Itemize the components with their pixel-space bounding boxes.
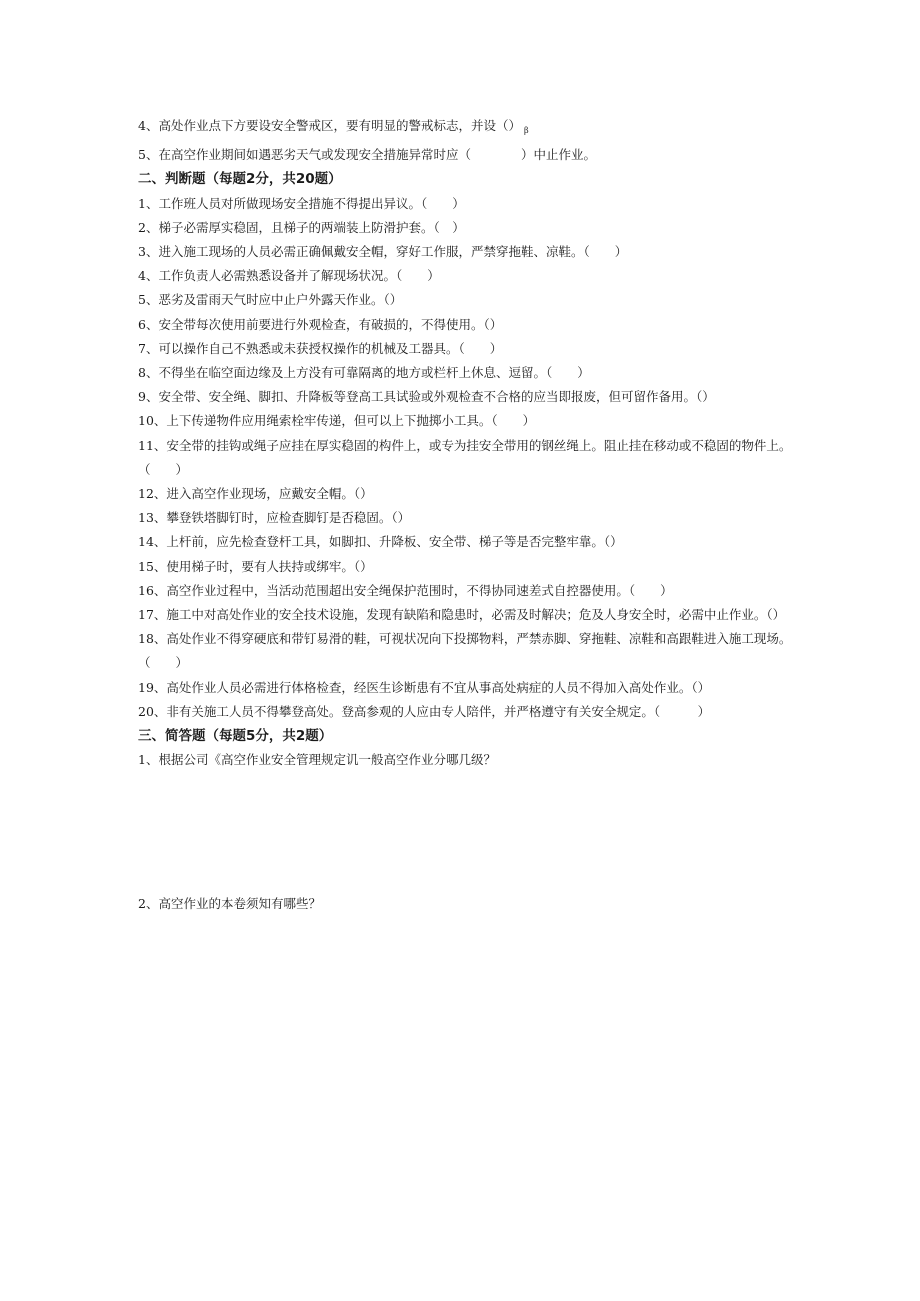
answer-space — [138, 772, 798, 892]
judgement-question-8: 8、不得坐在临空面边缘及上方没有可靠隔离的地方或栏杆上休息、逗留。（ ） — [138, 365, 590, 381]
section-heading-short-answer: 三、简答题（每题5分，共2题） — [138, 728, 333, 745]
short-answer-question-2: 2、高空作业的本卷须知有哪些？ — [138, 896, 321, 912]
judgement-question-11: 11、安全带的挂钩或绳子应挂在厚实稳固的构件上，或专为挂安全带用的钢丝绳上。阻止挂在移动或不稳固的物件上。（ ） — [138, 437, 792, 477]
judgement-question-4: 4、工作负责人必需熟悉设备并了解现场状况。（ ） — [138, 268, 440, 284]
fill-blank-question-4 — [138, 114, 798, 143]
question-text: 5、在高空作业期间如遇恶劣天气或发现安全措施异常时应（ ）中止作业。 — [138, 147, 596, 163]
judgement-question-16: 16、高空作业过程中，当活动范围超出安全绳保护范围时，不得协同速差式自控器使用。（ ） — [138, 582, 673, 598]
judgement-question-9: 9、安全带、安全绳、脚扣、升降板等登高工具试验或外观检查不合格的应当即报废，但可留作备用。（） — [138, 389, 715, 405]
judgement-question-5: 5、恶劣及雷雨天气时应中止户外露天作业。（） — [138, 292, 403, 308]
judgement-question-19: 19、高处作业人员必需进行体格检查，经医生诊断患有不宜从事高处病症的人员不得加入高处作业。（） — [138, 679, 711, 695]
judgement-question-6: 6、安全带每次使用前要进行外观检查，有破损的，不得使用。（） — [138, 316, 503, 332]
question-suffix: β — [523, 126, 529, 135]
judgement-question-15: 15、使用梯子时，要有人扶持或绑牢。（） — [138, 558, 373, 574]
judgement-question-list — [138, 192, 798, 724]
judgement-question-18: 18、高处作业不得穿硬底和带钉易滑的鞋，可视状况向下投掷物料，严禁赤脚、穿拖鞋、凉鞋和高跟鞋进入施工现场。（ ） — [138, 631, 792, 671]
judgement-question-20: 20、非有关施工人员不得攀登高处。登高参观的人应由专人陪伴，并严格遵守有关安全规定。（ ） — [138, 703, 711, 719]
judgement-question-12: 12、进入高空作业现场，应戴安全帽。（） — [138, 486, 373, 502]
fill-blank-question-5 — [138, 143, 798, 167]
judgement-question-7: 7、可以操作自己不熟悉或未获授权操作的机械及工器具。（ ） — [138, 340, 503, 356]
judgement-question-14: 14、上杆前，应先检查登杆工具，如脚扣、升降板、安全带、梯子等是否完整牢靠。（） — [138, 534, 623, 550]
judgement-question-13: 13、攀登铁塔脚钉时，应检查脚钉是否稳固。（） — [138, 510, 411, 526]
judgement-question-1: 1、工作班人员对所做现场安全措施不得提出异议。（ ） — [138, 195, 465, 211]
document-body — [138, 114, 798, 917]
judgement-question-2: 2、梯子必需厚实稳固，且梯子的两端装上防滑护套。（ ） — [138, 219, 465, 235]
judgement-question-17: 17、施工中对高处作业的安全技术设施，发现有缺陷和隐患时，必需及时解决；危及人身安全时，必需中止作业。（） — [138, 607, 786, 623]
judgement-question-3: 3、进入施工现场的人员必需正确佩戴安全帽，穿好工作服，严禁穿拖鞋、凉鞋。（ ） — [138, 244, 628, 260]
judgement-question-10: 10、上下传递物件应用绳索栓牢传递，但可以上下抛掷小工具。（ ） — [138, 413, 536, 429]
question-text: 4、高处作业点下方要设安全警戒区，要有明显的警戒标志，并设（） — [138, 118, 521, 133]
section-heading-judgement: 二、判断题（每题2分，共20题） — [138, 171, 342, 188]
short-answer-question-1: 1、根据公司《高空作业安全管理规定讥一般高空作业分哪几级？ — [138, 752, 496, 768]
